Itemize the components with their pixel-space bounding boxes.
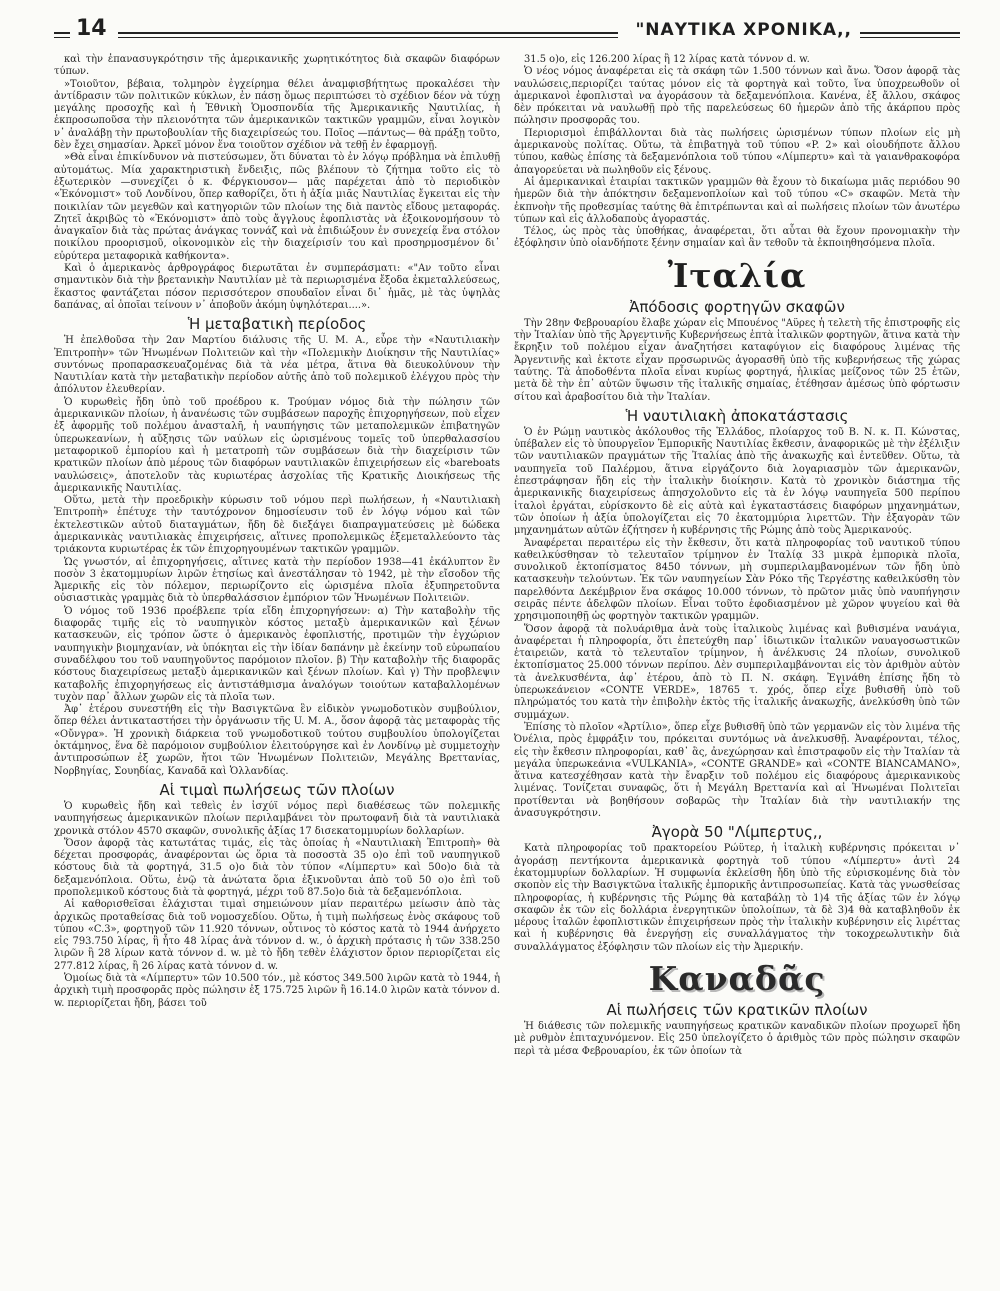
journal-title: "ΝΑΥΤΙΚΑ ΧΡΟΝΙΚΑ,, (635, 20, 852, 40)
paragraph: »Τοιοῦτον, βέβαια, τολμηρὸν ἐγχείρημα θέλει ἀναμφισβήτητως προκαλέσει τὴν ἀντίδρασιν τῶν πολιτικῶν κύκλων, ἐν πάσῃ ὅμως περιπτώσει τὸ σχέδιον δέον νὰ τύχῃ μεγάλης προσοχῆς καὶ ἡ Ἐθνικὴ Ὁμοσπονδία τῆς Ἀμερικανικῆς Ναυτιλίας, ἡ ἐκπροσωποῦσα τὴν πλειονότητα τῶν ἀμερικανικῶν τακτικῶν γραμμῶν, εἶναι λογικὸν ν᾽ ἀναλάβῃ τὴν πρωτοβουλίαν τῆς διαχειρίσεώς του. Ποῖος —πάντως— θὰ πράξῃ τοῦτο, δὲν ἔχει σημασίαν. Ἀρκεῖ μόνον ἕνα τοιοῦτον σχέδιον νὰ τεθῇ ἐν ἐφαρμογῇ. (54, 78, 500, 152)
page-number: 14 (76, 16, 107, 41)
article-columns (54, 54, 960, 1058)
paragraph: Ἡ ἐπελθοῦσα τὴν 2αν Μαρτίου διάλυσις τῆς U. M. A., εὗρε τὴν «Ναυτιλιακὴν Ἐπιτροπὴν» τῶν Ἡνωμένων Πολιτειῶν καὶ τὴν «Πολεμικὴν Διοίκησιν τῆς Ναυτιλίας» συντόνως προπαρασκευαζομένας διὰ τὰ νέα μέτρα, ἅτινα θὰ διευκολύνουν τὴν Ναυτιλίαν κατὰ τὴν μεταβατικὴν περίοδον αὐτῆς ἀπὸ τοῦ πολεμικοῦ ἐλέγχου πρὸς τὴν ἀπόλυτον ἐλευθερίαν. (54, 335, 500, 396)
paragraph: Ὁ ἐν Ρώμῃ ναυτικὸς ἀκόλουθος τῆς Ἑλλάδος, πλοίαρχος τοῦ Β. Ν. κ. Π. Κώνστας, ὑπέβαλεν εἰς τὸ ὑπουργεῖον Ἐμπορικῆς Ναυτιλίας ἔκθεσιν, ἀναφορικῶς μὲ τὴν ἐξέλιξιν τῶν ναυτιλιακῶν πραγμάτων τῆς Ἰταλίας ἀπὸ τῆς ἀνακωχῆς καὶ ἐντεῦθεν. Οὕτω, τὰ ναυπηγεῖα τοῦ Παλέρμου, ἅτινα εἰργάζοντο διὰ λογαριασμὸν τῶν ἀμερικανῶν, ἐπεστράφησαν ἤδη εἰς τὴν ἰταλικὴν διοίκησιν. Κατὰ τὸ χρονικὸν διάστημα τῆς ἀμερικανικῆς διαχειρίσεως ἀπησχολοῦντο εἰς τὰ ἐν λόγῳ ναυπηγεῖα 500 περίπου ἰταλοὶ ἐργάται, εὑρίσκοντο δὲ εἰς αὐτὰ καὶ ἐγκαταστάσεις διαφόρων μηχανημάτων, τῶν ὁποίων ἡ ἀξία ὑπολογίζεται εἰς 70 ἑκατομμύρια λιρεττῶν. Τὴν ἐξαγορὰν τῶν μηχανημάτων αὐτῶν ἐζήτησεν ἡ κυβέρνησις τῆς Ρώμης ἀπὸ τοὺς Ἀμερικανούς. (514, 426, 960, 537)
paragraph: Ὅσον ἀφορᾷ τὰ πολυάριθμα ἀνὰ τοὺς ἰταλικοὺς λιμένας καὶ βυθισμένα ναυάγια, ἀναφέρεται ἡ πληροφορία, ὅτι ἐπετεύχθη παρ᾽ ἰδιωτικῶν ἰταλικῶν ναυαγοσωστικῶν ἑταιρειῶν, κατὰ τὸ τελευταῖον τρίμηνον, ἡ ἀνέλκυσις 24 πλοίων, συνολικοῦ ἐκτοπίσματος 25.000 τόννων περίπου. Δὲν συμπεριλαμβάνονται εἰς τὸν ἀριθμὸν αὐτὸν τὰ ἀνελκυσθέντα, ἀφ᾽ ἑτέρου, ἀπὸ τὸ Π. Ν. σκάφη. Ἐγινάθη ἐπίσης ἤδη τὸ ὑπερωκεάνειον «CONTE VERDE», 18765 τ. χρός, ὅπερ εἶχε βυθισθῆ ὑπὸ τοῦ πληρώματός του κατὰ τὴν ἐπιβολὴν ἐκτὸς τῆς ἰταλικῆς ἀνακωχῆς, ἀνελκύσθη ὑπὸ τῶν συμμάχων. (514, 623, 960, 721)
left-column (54, 54, 500, 1058)
paragraph: Ὁ κυρωθεὶς ἤδη καὶ τεθεὶς ἐν ἰσχύϊ νόμος περὶ διαθέσεως τῶν πολεμικῆς ναυπηγήσεως ἀμερικανικῶν πλοίων περιλαμβάνει τὸν πρωτοφανῆ διὰ τὰ ναυτιλιακὰ χρονικὰ στόλον 4570 σκαφῶν, συνολικῆς ἀξίας 17 δισεκατομμυρίων δολλαρίων. (54, 800, 500, 837)
right-column (514, 54, 960, 1058)
paragraph: Αἱ ἀμερικανικαὶ ἑταιρίαι τακτικῶν γραμμῶν θὰ ἔχουν τὸ δικαίωμα μιᾶς περιόδου 90 ἡμερῶν διὰ τὴν ἀπόκτησιν δεξαμενοπλοίων καὶ τοῦ τύπου «C» σκαφῶν. Μετὰ τὴν ἐκπνοὴν τῆς προθεσμίας ταύτης θὰ ἐπιτρέπωνται καὶ αἱ πωλήσεις πλοίων τῶν ἀνωτέρω τύπων καὶ εἰς ἀλλοδαποὺς ἀγοραστάς. (514, 176, 960, 225)
header-rule-right (860, 32, 960, 38)
page-header (54, 14, 960, 54)
section-heading-state-ship-sales: Αἱ πωλήσεις τῶν κρατικῶν πλοίων (606, 1001, 868, 1019)
paragraph: Ὁμοίως διὰ τὰ «Λίμπερτυ» τῶν 10.500 τόν., μὲ κόστος 349.500 λιρῶν κατὰ τὸ 1944, ἡ ἀρχικὴ τιμὴ προσφορᾶς πρὸς πώλησιν ἐξ 175.725 λιρῶν ἢ 16.14.0 λιρῶν κατὰ τόννον d. w. περιορίζεται ἤδη, βάσει τοῦ (54, 973, 500, 1009)
section-heading-transition: Ἡ μεταβατικὴ περίοδος (187, 315, 367, 334)
paragraph: Ὁ κυρωθεὶς ἤδη ὑπὸ τοῦ προέδρου κ. Τρούμαν νόμος διὰ τὴν πώλησιν τῶν ἀμερικανικῶν πλοίων, ἡ ἀνανέωσις τῶν συμβάσεων παροχῆς ἐπιχορηγήσεων, ποὺ εἶχεν ἐξ ἀφορμῆς τοῦ πολέμου ἀνασταλῆ, ἡ ναυπήγησις τῶν μεταπολεμικῶν ἐπιβατηγῶν ὑπερωκεανίων, ἡ αὔξησις τῶν ναύλων εἰς ὡρισμένους τομεῖς τοῦ ὑπερθαλασσίου μεταφορικοῦ ἐμπορίου καὶ ἡ μετατροπὴ τῶν συμβάσεων διὰ τὴν διαχείρισιν τῶν κρατικῶν πλοίων ἀπὸ μέρους τῶν διαφόρων ναυτιλιακῶν ἐπιχειρήσεων εἰς «bareboats ναυλώσεις», ἀποτελοῦν τὰς κυριωτέρας ἀσχολίας τῆς Κρατικῆς Διοικήσεως τῆς ἀμερικανικῆς Ναυτιλίας. (54, 396, 500, 494)
paragraph: Κατὰ πληροφορίας τοῦ πρακτορείου Ρώϋτερ, ἡ ἰταλικὴ κυβέρνησις πρόκειται ν᾽ ἀγοράσῃ πεντήκοντα ἀμερικανικὰ φορτηγὰ τοῦ τύπου «Λίμπερτυ» ἀντὶ 24 ἑκατομμυρίων δολλαρίων. Ἡ συμφωνία ἐκλείσθη ἤδη ὑπὸ τῆς εὐρισκομένης διὰ τὸν σκοπὸν εἰς τὴν Βασιγκτῶνα ἰταλικῆς ἐμπορικῆς ἀντιπροσωπείας. Κατὰ τὰς γνωσθείσας πληροφορίας, ἡ κυβέρνησις τῆς Ρώμης θὰ καταβάλῃ τὸ 1)4 τῆς ἀξίας τῶν ἐν λόγῳ σκαφῶν ἐκ τῶν εἰς δολλάρια ἐνεργητικῶν ὑπολοίπων, τὰ δὲ 3)4 θὰ καταβληθοῦν ἐκ μέρους ἰταλῶν ἐφοπλιστικῶν ἐπιχειρήσεων πρὸς τὴν ἰταλικὴν κυβέρνησιν εἰς λιρέττας καὶ ἡ κυβέρνησις θὰ ἐνεργήσῃ εἰς συναλλάγματος τὴν τοκοχρεωλυτικὴν διὰ συναλλάγματος ἐξόφλησιν τῶν πλοίων εἰς τὴν Ἀμερικήν. (514, 843, 960, 953)
paragraph: »Θὰ εἶναι ἐπικίνδυνον νὰ πιστεύσωμεν, ὅτι δύναται τὸ ἐν λόγῳ πρόβλημα νὰ ἐπιλυθῇ αὐτομάτως. Μία χαρακτηριστικὴ ἔνδειξις, πῶς βλέπουν τὸ ζήτημα τοῦτο εἰς τὸ ἐξωτερικὸν —συνεχίζει ὁ κ. Φέργκιουσον— μᾶς παρέχεται ἀπὸ τὸ περιοδικὸν «Ἐκόνομιστ» τοῦ Λονδίνου, ὅπερ καθορίζει, ὅτι ἡ ἀξία μιᾶς Ναυτιλίας ἔγκειται εἰς τὴν ποικιλίαν τῶν μεγεθῶν καὶ κατηγοριῶν τῶν πλοίων της διὰ παντὸς εἴδους μεταφοράς. Ζητεῖ ἀκριβῶς τὸ «Ἐκόνομιστ» ἀπὸ τοὺς ἄγγλους ἐφοπλιστὰς νὰ ἐξοικονομήσουν τὸ ἀναγκαῖον διὰ τὰς πρώτας ἀνάγκας τοννάζ καὶ νὰ ἐπιδιώξουν ἐν συνεχείᾳ ἕνα στόλον ποικίλου προορισμοῦ, οἰκονομικὸν εἰς τὴν διαχείρισίν του καὶ προσηρμοσμένον δι᾽ εὐρύτερα μεταφορικὰ καθήκοντα». (54, 152, 500, 262)
paragraph: Ἀφ᾽ ἑτέρου συνεστήθη εἰς τὴν Βασιγκτῶνα ἓν εἰδικὸν γνωμοδοτικὸν συμβούλιον, ὅπερ θέλει ἀντικαταστήσει τὴν ὀργάνωσιν τῆς U. M. A., ὅσον ἀφορᾷ τὰς μεταφορὰς τῆς «Οὔνγρα». Ἡ χρονικὴ διάρκεια τοῦ γνωμοδοτικοῦ τούτου συμβουλίου ὑπολογίζεται ὀκτάμηνος, ἕνα δὲ παρόμοιον συμβούλιον ἐλειτούργησε καὶ ἐν Λονδίνῳ μὲ συμμετοχὴν ἀντιπροσώπων ἐξ χωρῶν, ἤτοι τῶν Ἡνωμένων Πολιτειῶν, Μεγάλης Βρεττανίας, Νορβηγίας, Σουηδίας, Καναδᾶ καὶ Ὁλλανδίας. (54, 704, 500, 777)
paragraph: Καὶ ὁ ἀμερικανὸς ἀρθρογράφος διερωτᾶται ἐν συμπεράσματι: «"Αν τοῦτο εἶναι σημαντικὸν διὰ τὴν βρετανικὴν Ναυτιλίαν μὲ τὰ περιωρισμένα ἔξοδα ἐκμεταλλεύσεως, ἕκαστος φαντάζεται πόσον περισσότερον σπουδαῖον εἶναι δι᾽ ἡμᾶς, μὲ τὰς ὑψηλὰς δαπάνας, αἱ ὁποῖαι τείνουν ν᾽ ἀποβοῦν ἀκόμη ὑψηλότεραι....». (54, 263, 500, 311)
section-heading-prices: Αἱ τιμαὶ πωλήσεως τῶν πλοίων (159, 780, 395, 799)
country-title-italy: Ἰταλία (667, 255, 807, 295)
paragraph: Ἡ διάθεσις τῶν πολεμικῆς ναυπηγήσεως κρατικῶν καναδικῶν πλοίων προχωρεῖ ἤδη μὲ ρυθμὸν ἐπιταχυνόμενον. Εἰς 250 ὑπελογίζετο ὁ ἀριθμὸς τῶν πρὸς πώλησιν σκαφῶν περὶ τὰ μέσα Φεβρουαρίου, ἐκ τῶν ὁποίων τὰ (514, 1021, 960, 1057)
paragraph: Τέλος, ὡς πρὸς τὰς ὑποθήκας, ἀναφέρεται, ὅτι αὗται θὰ ἔχουν προνομιακὴν τὴν ἐξόφλησιν ὑπὸ οἱανδήποτε ξένην σημαίαν καὶ ἂν τεθοῦν τὰ ἐκποιηθησόμενα πλοῖα. (514, 226, 960, 250)
header-rule-middle (118, 32, 618, 38)
paragraph: Ὁ νόμος τοῦ 1936 προέβλεπε τρία εἴδη ἐπιχορηγήσεων: α) Τὴν καταβολὴν τῆς διαφορᾶς τιμῆς εἰς τὸ ναυπηγικὸν κόστος μεταξὺ ἀμερικανικῶν καὶ ξένων κατασκευῶν, εἰς τρόπον ὥστε ὁ ἀμερικανὸς ἐφοπλιστής, προτιμῶν τὴν ἐγχώριον ναυπηγικὴν βιομηχανίαν, νὰ ὑπόκηται εἰς τὴν ἰδίαν δαπάνην μὲ ἐκείνην τοῦ εὐρωπαίου συναδέλφου του τοῦ ναυπηγοῦντος παρόμοιον πλοῖον. β) Τὴν καταβολὴν τῆς διαφορᾶς κόστους διαχειρίσεως μεταξὺ ἀμερικανικῶν καὶ ξένων πλοίων. Καὶ γ) Τὴν προβλεψιν καταβολῆς ἐπιχορηγήσεως εἰς ἀντιστάθμισμα ἀναλόγων τοιούτων καταβαλλομένων τυχὸν παρ᾽ ἄλλων χωρῶν εἰς τὰ πλοῖα των. (54, 605, 500, 703)
section-heading-return: Ἀπόδοσις φορτηγῶν σκαφῶν (629, 297, 845, 316)
country-title-canada: Καναδᾶς (648, 959, 826, 998)
paragraph: καὶ τὴν ἐπανασυγκρότησιν τῆς ἀμερικανικῆς χωρητικότητος διὰ σκαφῶν διαφόρων τύπων. (54, 54, 500, 78)
paragraph: 31.5 ο)ο, εἰς 126.200 λίρας ἢ 12 λίρας κατὰ τόννον d. w. (524, 54, 810, 65)
header-rule-left (54, 32, 70, 38)
section-heading-liberty-purchase: Ἀγορὰ 50 "Λίμπερτυς,, (651, 823, 823, 842)
paragraph: Αἱ καθορισθεῖσαι ἐλάχισται τιμαὶ σημειώνουν μίαν περαιτέρω μείωσιν ἀπὸ τὰς ἀρχικῶς προταθείσας διὰ τοῦ νομοσχεδίου. Οὕτω, ἡ τιμὴ πωλήσεως ἑνὸς σκάφους τοῦ τύπου «C.3», φορτηγοῦ τῶν 11.920 τόννων, οὗτινος τὸ κόστος κατὰ τὸ 1944 ἀνήρχετο εἰς 793.750 λίρας, ἢ ἧτο 48 λίρας ἀνὰ τόννον d. w., ὁ ἀρχικὴ πρότασις ἡ τῶν 338.250 λιρῶν ἢ 28 λίρων κατὰ τόννον d. w. μὲ τὸ ἤδη τεθὲν ἐλάχιστον ὅριον περιορίζεται εἰς 277.812 λίρας, ἢ 26 λίρας κατὰ τόννον d. w. (54, 899, 500, 972)
paragraph: Ὅσον ἀφορᾷ τὰς κατωτάτας τιμάς, εἰς τὰς ὁποίας ἡ «Ναυτιλιακὴ Ἐπιτροπὴ» θὰ δέχεται προσφοράς, ἀναφέρονται ὡς ὅρια τὰ ποσοστὰ 35 ο)ο ἐπὶ τοῦ ναυπηγικοῦ κόστους διὰ τὰ φορτηγά, 31.5 ο)ο διὰ τὸν τύπον «Λίμπερτυ» καὶ 50ο)ο διὰ τὰ δεξαμενόπλοια. Οὕτω, ἐνῷ τὰ ἀνώτατα ὅρια ἐξικνοῦνται ἀπὸ τοῦ 50 ο)ο ἐπὶ τοῦ προπολεμικοῦ κόστους διὰ τὰ φορτηγά, μέχρι τοῦ 87.5ο)ο διὰ τὰ δεξαμενόπλοια. (54, 837, 500, 898)
paragraph: Ὁ νέος νόμος ἀναφέρεται εἰς τὰ σκάφη τῶν 1.500 τόννων καὶ ἄνω. Ὅσον ἀφορᾷ τὰς ναυλώσεις,περιορίζει ταύτας μόνον εἰς τὰ φορτηγὰ καὶ τοῦτο, ἵνα ὑποχρεωθοῦν οἱ ἀμερικανοὶ ἐφοπλισταὶ να ἀγοράσουν τὰ δεξαμενόπλοια. Κανένα, ἐξ ἄλλου, σκάφος δὲν πρόκειται νὰ ναυλωθῇ πρὸ τῆς παρελεύσεως 60 ἡμερῶν ἀπὸ τῆς ἀκάρπου πρὸς πώλησιν προσφορᾶς του. (514, 66, 960, 127)
paragraph: Ἐπίσης τὸ πλοῖον «Ἀρτίλιο», ὅπερ εἶχε βυθισθῆ ὑπὸ τῶν γερμανῶν εἰς τὸν λιμένα τῆς Ὀνέλια, πρὸς ἐμφράξιν του, πρόκειται συντόμως νὰ ἀνελκυσθῇ. Ἀναφέρονται, τέλος, εἰς τὴν ἔκθεσιν πληροφορίαι, καθ᾽ ἃς, ἀνεχώρησαν καὶ ἐπιστραφοῦν εἰς τὴν Ἰταλίαν τὰ μεγάλα ὑπερωκεάνια «VULKANIA», «CONTE GRANDE» καὶ «CONTE BIANCAMANO», ἅτινα κατεσχέθησαν κατὰ τὴν ἔναρξιν τοῦ πολέμου εἰς διαφόρους ἀμερικανικοὺς λιμένας. Τονίζεται συναφῶς, ὅτι ἡ Μεγάλη Βρεττανία καὶ αἱ Ἡνωμέναι Πολιτεῖαι προτίθενται νὰ βοηθήσουν σοβαρῶς τὴν Ἰταλίαν διὰ τὴν ναυτιλιακήν της ἀνασυγκρότησιν. (514, 721, 960, 820)
paragraph: Περιορισμοὶ ἐπιβάλλονται διὰ τὰς πωλήσεις ὡρισμένων τύπων πλοίων εἰς μὴ ἀμερικανοὺς πολίτας. Οὕτω, τὰ ἐπιβατηγὰ τοῦ τύπου «P. 2» καὶ οἱουδήποτε ἄλλου τύπου, καθὼς ἐπίσης τὰ δεξαμενόπλοια τοῦ τύπου «Λίμπερτυ» καὶ τὰ γαιανθρακοφόρα ἀπαγορεύεται νὰ πωληθοῦν εἰς ξένους. (514, 127, 960, 176)
paragraph: Τὴν 28ην Φεβρουαρίου ἔλαβε χώραν εἰς Μπουένος "Αϋρες ἡ τελετὴ τῆς ἐπιστροφῆς εἰς τὴν Ἰταλίαν ὑπὸ τῆς Ἀργεντινῆς Κυβερνήσεως ἑπτὰ ἰταλικῶν φορτηγῶν, ἅτινα κατὰ τὴν ἔκρηξιν τοῦ πολέμου εἶχαν ἀναζητήσει καταφύγιον εἰς διαφόρους λιμένας τῆς Ἀργεντινῆς καὶ ἐκτοτε εἶχαν προσωρινῶς ἀγορασθῆ ὑπὸ τῆς κυβερνήσεως τῆς χώρας ταύτης. Τὰ ἀποδοθέντα πλοῖα εἶναι κυρίως φορτηγά, ἡλικίας μείζονος τῶν 25 ἐτῶν, μετὰ δὲ τὴν ἐπ᾽ αὐτῶν ὕψωσιν τῆς ἰταλικῆς σημαίας, ἐτέθησαν ἀμέσως ὑπὸ φόρτωσιν σίτου καὶ ἀραβοσίτου διὰ τὴν Ἰταλίαν. (514, 317, 960, 403)
section-heading-restoration: Ἡ ναυτιλιακὴ ἀποκατάστασις (625, 406, 849, 425)
paragraph: Οὕτω, μετὰ τὴν προεδρικὴν κύρωσιν τοῦ νόμου περὶ πωλήσεων, ἡ «Ναυτιλιακὴ Ἐπιτροπὴ» ἐπέτυχε τὴν ταυτόχρονον δημοσίευσιν τοῦ ἐν λόγῳ νόμου καὶ τῶν ἐκτελεστικῶν αὐτοῦ διαταγμάτων, ἤδη δὲ διεξάγει διαπραγματεύσεις μὲ δώδεκα ἀμερικανικὰς ναυτιλιακὰς ἐπιχειρήσεις, αἵτινες προπολεμικῶς ἐξεμεταλλεύοντο τὰς τριάκοντα κυριωτέρας ἐκ τῶν ἐπιχορηγουμένων τακτικῶν γραμμῶν. (54, 495, 500, 556)
paragraph: Ἀναφέρεται περαιτέρω εἰς τὴν ἔκθεσιν, ὅτι κατὰ πληροφορίας τοῦ ναυτικοῦ τύπου καθειλκύσθησαν τὸ τελευταῖον τρίμηνον ἐν Ἰταλίᾳ 33 μικρὰ ἐμπορικὰ πλοῖα, συνολικοῦ ἐκτοπίσματος 8450 τόννων, μὴ συμπεριλαμβανομένων τῶν ἤδη ὑπὸ κατασκευὴν τελούντων. Ἐκ τῶν ναυπηγείων Σὰν Ρόκο τῆς Τεργέστης καθειλκύσθη τὸν παρελθόντα Δεκέμβριον ἕνα σκάφος 10.000 τόννων, τὸ πρῶτον μιᾶς ὑπὸ ναυπήγησιν σειρᾶς πέντε ἀδελφῶν πλοίων. Εἶναι τοῦτο ἐφοδιασμένον μὲ χῶρον ψυγείου καὶ θὰ χρησιμοποιηθῇ ὡς φορτηγὸν τακτικῶν γραμμῶν. (514, 537, 960, 623)
paragraph: Ὡς γνωστόν, αἱ ἐπιχορηγήσεις, αἵτινες κατὰ τὴν περίοδον 1938—41 ἐκάλυπτον ἓν ποσὸν 3 ἑκατομμυρίων λιρῶν ἐτησίως καὶ ἀνεστάλησαν τὸ 1942, μὲ τὴν εἴσοδον τῆς Ἀμερικῆς εἰς τὸν πόλεμον, περιωρίζοντο εἰς ὡρισμένα πλοῖα ἐξυπηρετοῦντα οὐσιαστικὰς γραμμὰς διὰ τὸ ὑπερθαλάσσιον ἐμπόριον τῶν Ἡνωμένων Πολιτειῶν. (54, 556, 500, 605)
